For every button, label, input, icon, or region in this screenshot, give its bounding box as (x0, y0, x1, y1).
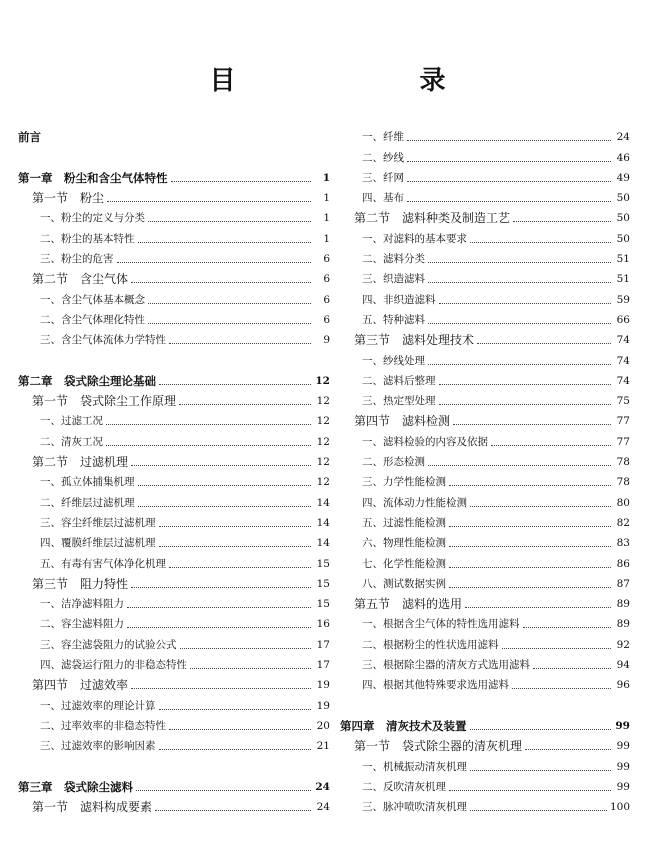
toc-dot-leader (428, 281, 611, 283)
toc-dot-leader (525, 748, 611, 750)
toc-entry-title: 一、纱线处理 (362, 354, 425, 367)
toc-page-number: 50 (616, 192, 630, 205)
toc-subsection (18, 733, 330, 753)
toc-page-number: 74 (616, 334, 630, 347)
toc-dot-leader (159, 383, 311, 385)
toc-page-number: 77 (616, 435, 630, 448)
toc-page-number: 1 (323, 212, 330, 225)
toc-dot-leader (169, 342, 311, 344)
toc-dot-leader (470, 241, 611, 243)
toc-entry-title: 二、纤维层过滤机理 (40, 496, 135, 509)
toc-chapter (18, 774, 330, 794)
toc-section (18, 571, 330, 591)
toc-dot-leader (470, 505, 611, 507)
toc-dot-leader (465, 606, 611, 608)
toc-entry-title: 第四节 过滤效率 (32, 678, 129, 693)
toc-dot-leader (131, 464, 311, 466)
toc-entry-title: 四、滤袋运行阻力的非稳态特性 (40, 659, 187, 672)
toc-subsection (340, 550, 630, 570)
toc-page-number: 49 (616, 171, 630, 184)
toc-dot-leader (407, 160, 611, 162)
toc-dot-leader (131, 586, 311, 588)
toc-entry-title: 第一节 袋式除尘器的清灰机理 (354, 739, 523, 754)
toc-chapter (18, 165, 330, 185)
toc-entry-title: 八、测试数据实例 (362, 577, 446, 590)
toc-dot-leader (439, 383, 612, 385)
toc-page-number: 78 (616, 476, 630, 489)
toc-page-number: 92 (616, 638, 630, 651)
toc-entry-title: 二、滤料后整理 (362, 374, 436, 387)
toc-dot-leader (449, 586, 611, 588)
toc-dot-leader (439, 302, 612, 304)
toc-page-number: 12 (316, 435, 330, 448)
toc-entry-title: 一、对滤料的基本要求 (362, 232, 467, 245)
toc-entry-title: 一、含尘气体基本概念 (40, 293, 145, 306)
toc-entry-title: 第一节 粉尘 (32, 191, 105, 206)
toc-dot-leader (138, 505, 312, 507)
toc-page-number: 14 (316, 516, 330, 529)
toc-page-number: 86 (616, 557, 630, 570)
toc-page-number: 51 (616, 273, 630, 286)
toc-page-number: 89 (616, 618, 630, 631)
toc-entry-title: 第二章 袋式除尘理论基础 (18, 373, 156, 388)
toc-entry-title: 三、容尘滤袋阻力的试验公式 (40, 638, 177, 651)
toc-subsection (340, 368, 630, 388)
toc-page-number: 1 (322, 171, 330, 184)
toc-dot-leader (131, 281, 311, 283)
toc-section (18, 388, 330, 408)
toc-page-number: 19 (316, 679, 330, 692)
toc-subsection (340, 631, 630, 651)
toc-chapter (18, 124, 330, 144)
toc-page-number: 74 (616, 354, 630, 367)
toc-entry-title: 第二节 含尘气体 (32, 272, 129, 287)
toc-page-number: 1 (323, 192, 330, 205)
toc-dot-leader (407, 200, 611, 202)
toc-subsection (18, 591, 330, 611)
toc-dot-leader (470, 769, 611, 771)
toc-dot-leader (491, 444, 611, 446)
toc-spacer (340, 692, 630, 712)
toc-entry-title: 二、反吹清灰机理 (362, 780, 446, 793)
toc-entry-title: 一、纤维 (362, 131, 404, 144)
toc-dot-leader (169, 728, 311, 730)
toc-dot-leader (117, 261, 312, 263)
toc-subsection (340, 286, 630, 306)
toc-dot-leader (159, 708, 312, 710)
toc-subsection (340, 347, 630, 367)
toc-page-number: 17 (316, 659, 330, 672)
toc-page-number: 9 (323, 334, 330, 347)
toc-entry-title: 二、过率效率的非稳态特性 (40, 719, 166, 732)
toc-section (340, 205, 630, 225)
toc-dot-leader (470, 809, 607, 811)
toc-entry-title: 四、流体动力性能检测 (362, 496, 467, 509)
toc-entry-title: 第一节 袋式除尘工作原理 (32, 394, 177, 409)
toc-subsection (340, 266, 630, 286)
toc-subsection (340, 165, 630, 185)
toc-subsection (18, 611, 330, 631)
toc-dot-leader (127, 606, 311, 608)
toc-entry-title: 第三节 滤料处理技术 (354, 333, 475, 348)
toc-entry-title: 一、根据含尘气体的特性选用滤料 (362, 618, 520, 631)
toc-chapter (340, 713, 630, 733)
toc-subsection (340, 225, 630, 245)
toc-page-number: 12 (316, 415, 330, 428)
toc-page-number: 12 (316, 395, 330, 408)
toc-page-number: 77 (616, 415, 630, 428)
toc-entry-title: 一、过滤工况 (40, 415, 103, 428)
toc-dot-leader (470, 728, 612, 730)
toc-section (18, 449, 330, 469)
toc-dot-leader (449, 525, 611, 527)
toc-entry-title: 三、根据除尘器的清灰方式选用滤料 (362, 659, 530, 672)
toc-entry-title: 三、力学性能检测 (362, 476, 446, 489)
toc-dot-leader (148, 322, 311, 324)
toc-subsection (340, 672, 630, 692)
toc-entry-title: 一、洁净滤料阻力 (40, 598, 124, 611)
toc-dot-leader (180, 647, 312, 649)
toc-page-number: 66 (616, 313, 630, 326)
toc-dot-leader (171, 180, 312, 182)
toc-page-number: 50 (616, 232, 630, 245)
toc-subsection (340, 388, 630, 408)
toc-dot-leader (453, 423, 611, 425)
toc-subsection (340, 753, 630, 773)
toc-subsection (18, 489, 330, 509)
toc-subsection (340, 571, 630, 591)
toc-page-number: 82 (616, 516, 630, 529)
toc-section (18, 185, 330, 205)
toc-entry-title: 一、滤料检验的内容及依据 (362, 435, 488, 448)
toc-entry-title: 三、粉尘的危害 (40, 253, 114, 266)
toc-page-number: 46 (616, 151, 630, 164)
toc-entry-title: 二、根据粉尘的性状选用滤料 (362, 638, 499, 651)
toc-entry-title: 第四节 滤料检测 (354, 414, 451, 429)
toc-dot-leader (159, 525, 312, 527)
toc-subsection (340, 774, 630, 794)
toc-dot-leader (138, 484, 312, 486)
toc-entry-title: 四、根据其他特殊要求选用滤料 (362, 679, 509, 692)
toc-entry-title: 第四章 清灰技术及装置 (340, 718, 467, 733)
toc-page-number: 24 (316, 801, 330, 814)
toc-subsection (340, 469, 630, 489)
toc-entry-title: 四、非织造滤料 (362, 293, 436, 306)
toc-subsection (18, 327, 330, 347)
toc-dot-leader (523, 626, 612, 628)
toc-subsection (340, 510, 630, 530)
toc-subsection (18, 246, 330, 266)
toc-entry-title: 第五节 滤料的选用 (354, 597, 463, 612)
toc-dot-leader (428, 363, 611, 365)
toc-entry-title: 第一章 粉尘和含尘气体特性 (18, 170, 168, 185)
toc-entry-title: 五、有毒有害气体净化机理 (40, 557, 166, 570)
toc-entry-title: 五、特种滤料 (362, 313, 425, 326)
toc-dot-leader (407, 180, 611, 182)
toc-page-number: 50 (616, 212, 630, 225)
toc-section (18, 266, 330, 286)
toc-page-number: 16 (316, 618, 330, 631)
toc-dot-leader (106, 444, 311, 446)
toc-section (18, 794, 330, 814)
toc-page-number: 89 (616, 598, 630, 611)
toc-subsection (18, 631, 330, 651)
toc-dot-leader (428, 261, 611, 263)
toc-dot-leader (127, 626, 311, 628)
toc-subsection (18, 408, 330, 428)
toc-page-number: 75 (616, 395, 630, 408)
toc-entry-title: 三、脉冲喷吹清灰机理 (362, 801, 467, 814)
toc-entry-title: 三、纤网 (362, 171, 404, 184)
toc-page-number: 87 (616, 577, 630, 590)
toc-page-number: 14 (316, 537, 330, 550)
toc-page-number: 15 (316, 598, 330, 611)
toc-dot-leader (449, 545, 611, 547)
toc-page-number: 6 (323, 273, 330, 286)
toc-entry-title: 二、清灰工况 (40, 435, 103, 448)
toc-entry-title: 七、化学性能检测 (362, 557, 446, 570)
toc-page-number: 80 (616, 496, 630, 509)
toc-dot-leader (190, 667, 311, 669)
toc-subsection (18, 286, 330, 306)
toc-spacer (18, 347, 330, 367)
toc-dot-leader (407, 139, 611, 141)
toc-dot-leader (428, 322, 611, 324)
toc-entry-title: 二、滤料分类 (362, 253, 425, 266)
toc-entry-title: 一、粉尘的定义与分类 (40, 212, 145, 225)
toc-dot-leader (477, 342, 611, 344)
toc-page-number: 99 (615, 719, 630, 732)
toc-dot-leader (179, 403, 311, 405)
toc-dot-leader (513, 220, 611, 222)
toc-column-left (18, 124, 330, 814)
toc-entry-title: 六、物理性能检测 (362, 537, 446, 550)
toc-dot-leader (169, 566, 311, 568)
toc-dot-leader (106, 423, 311, 425)
toc-entry-title: 四、基布 (362, 192, 404, 205)
toc-subsection (18, 510, 330, 530)
toc-dot-leader (159, 748, 312, 750)
toc-page-number: 20 (316, 719, 330, 732)
toc-subsection (18, 713, 330, 733)
toc-subsection (340, 124, 630, 144)
toc-page-number: 6 (323, 313, 330, 326)
toc-dot-leader (138, 241, 312, 243)
toc-entry-title: 三、容尘纤维层过滤机理 (40, 516, 156, 529)
toc-subsection (18, 692, 330, 712)
toc-subsection (340, 611, 630, 631)
toc-subsection (18, 550, 330, 570)
toc-entry-title: 二、形态检测 (362, 456, 425, 469)
page-title: 目 录 (209, 66, 490, 96)
toc-page-number: 12 (315, 374, 330, 387)
toc-entry-title: 一、过滤效率的理论计算 (40, 699, 156, 712)
toc-entry-title: 三、织造滤料 (362, 273, 425, 286)
toc-dot-leader (131, 687, 311, 689)
toc-page-number: 12 (316, 456, 330, 469)
toc-page-number: 15 (316, 557, 330, 570)
toc-column-right (340, 124, 630, 814)
toc-subsection (18, 225, 330, 245)
toc-subsection (18, 469, 330, 489)
toc-entry-title: 第一节 滤料构成要素 (32, 800, 153, 815)
toc-entry-title: 第三章 袋式除尘滤料 (18, 779, 133, 794)
toc-section (340, 733, 630, 753)
toc-entry-title: 一、孤立体捕集机理 (40, 476, 135, 489)
toc-page-number: 24 (616, 131, 630, 144)
toc-subsection (18, 652, 330, 672)
toc-dot-leader (502, 647, 612, 649)
toc-page-number: 6 (323, 253, 330, 266)
toc-entry-title: 二、粉尘的基本特性 (40, 232, 135, 245)
toc-page-number: 96 (616, 679, 630, 692)
toc-dot-leader (159, 545, 312, 547)
toc-subsection (340, 307, 630, 327)
toc-entry-title: 一、机械振动清灰机理 (362, 760, 467, 773)
toc-subsection (18, 307, 330, 327)
toc-entry-title: 第二节 滤料种类及制造工艺 (354, 211, 511, 226)
toc-spacer (18, 753, 330, 773)
toc-subsection (340, 144, 630, 164)
toc-subsection (340, 794, 630, 814)
toc-section (18, 672, 330, 692)
toc-page-number: 100 (609, 801, 630, 814)
toc-subsection (340, 652, 630, 672)
toc-section (340, 408, 630, 428)
toc-page-number: 94 (616, 659, 630, 672)
toc-dot-leader (107, 200, 311, 202)
toc-page-number: 74 (616, 374, 630, 387)
toc-subsection (18, 428, 330, 448)
toc-subsection (340, 489, 630, 509)
toc-subsection (340, 449, 630, 469)
toc-entry-title: 三、过滤效率的影响因素 (40, 740, 156, 753)
toc-subsection (340, 185, 630, 205)
toc-entry-title: 三、含尘气体流体力学特性 (40, 334, 166, 347)
toc-subsection (18, 530, 330, 550)
toc-page-number: 99 (616, 740, 630, 753)
toc-dot-leader (148, 302, 311, 304)
toc-spacer (18, 144, 330, 164)
toc-dot-leader (512, 687, 611, 689)
toc-dot-leader (439, 403, 612, 405)
toc-dot-leader (449, 484, 611, 486)
toc-dot-leader (136, 789, 311, 791)
toc-page-number: 21 (316, 740, 330, 753)
toc-dot-leader (449, 566, 611, 568)
toc-section (340, 327, 630, 347)
toc-section (340, 591, 630, 611)
toc-page-number: 99 (616, 780, 630, 793)
toc-subsection (340, 246, 630, 266)
toc-page-number: 51 (616, 253, 630, 266)
toc-subsection (18, 205, 330, 225)
toc-dot-leader (155, 809, 311, 811)
toc-subsection (340, 530, 630, 550)
toc-page-number: 17 (316, 638, 330, 651)
toc-entry-title: 四、覆膜纤维层过滤机理 (40, 537, 156, 550)
toc-dot-leader (449, 789, 611, 791)
toc-subsection (340, 428, 630, 448)
toc-entry-title: 第二节 过滤机理 (32, 455, 129, 470)
toc-page-number: 19 (316, 699, 330, 712)
toc-dot-leader (148, 220, 311, 222)
toc-page-number: 12 (316, 476, 330, 489)
toc-entry-title: 前言 (18, 130, 41, 145)
toc-page-number: 99 (616, 760, 630, 773)
toc-dot-leader (428, 464, 611, 466)
toc-entry-title: 三、热定型处理 (362, 395, 436, 408)
toc-page-number: 78 (616, 456, 630, 469)
toc-page-number: 1 (323, 232, 330, 245)
toc-page-number: 14 (316, 496, 330, 509)
toc-entry-title: 五、过滤性能检测 (362, 516, 446, 529)
toc-entry-title: 二、含尘气体理化特性 (40, 313, 145, 326)
toc-chapter (18, 368, 330, 388)
toc-page-number: 15 (316, 577, 330, 590)
toc-page-number: 24 (315, 780, 330, 793)
toc-entry-title: 二、纱线 (362, 151, 404, 164)
toc-page-number: 59 (616, 293, 630, 306)
toc-page-number: 6 (323, 293, 330, 306)
toc-page-number: 83 (616, 537, 630, 550)
toc-entry-title: 二、容尘滤料阻力 (40, 618, 124, 631)
toc-entry-title: 第三节 阻力特性 (32, 576, 129, 591)
toc-dot-leader (533, 667, 611, 669)
